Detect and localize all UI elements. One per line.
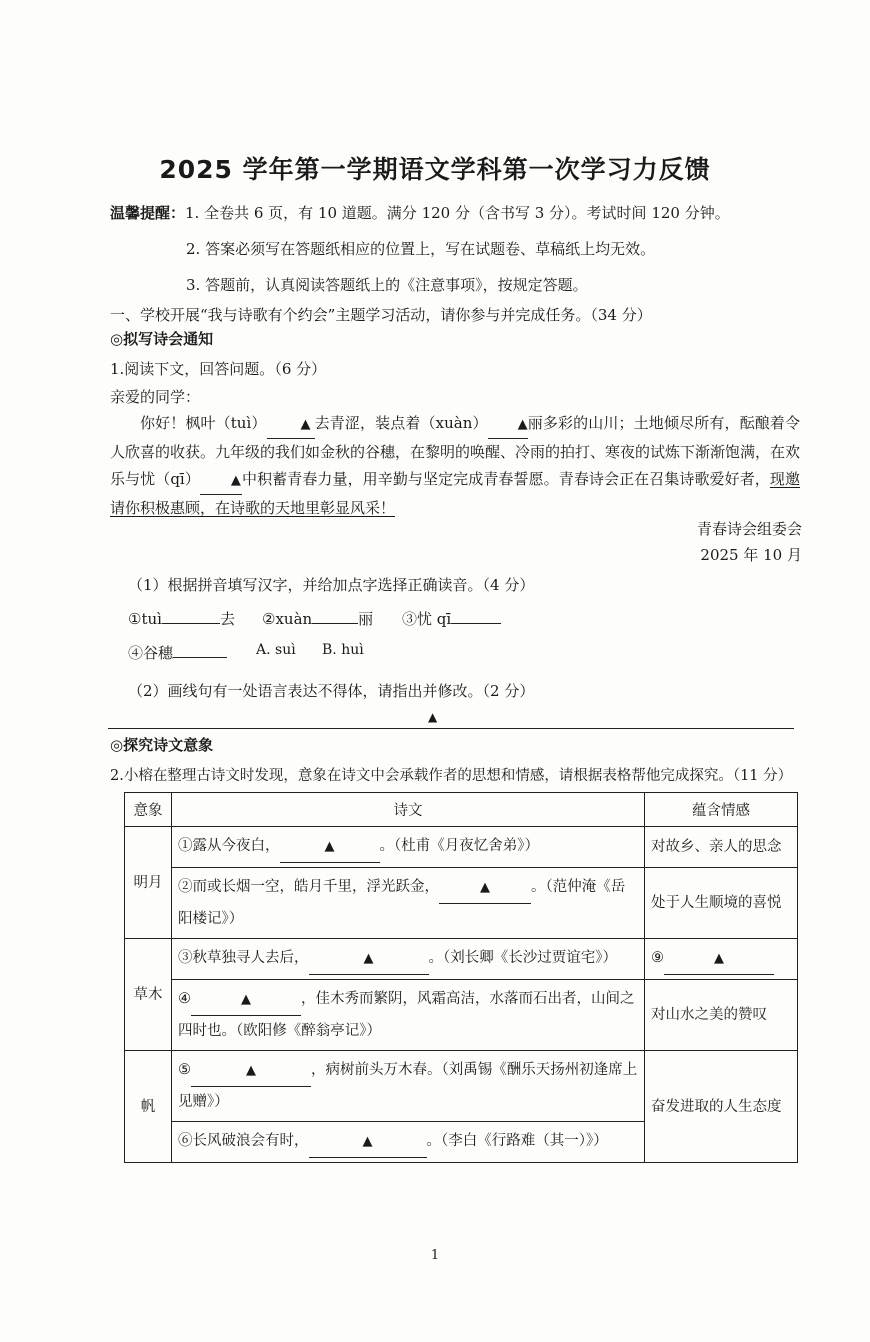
question-1-title: 1.阅读下文，回答问题。（6 分） <box>110 360 327 378</box>
emotion-cell: 对山水之美的赞叹 <box>645 980 798 1051</box>
table-header-row <box>125 793 798 827</box>
poem-cell: ②而或长烟一空，皓月千里，浮光跃金， ▲ 。（范仲淹《岳阳楼记》） <box>172 868 645 939</box>
blank-xuan: ▲ <box>488 410 528 439</box>
table-row <box>125 1051 798 1122</box>
header-emotion: 蕴含情感 <box>645 793 798 827</box>
image-sail: 帆 <box>125 1051 172 1163</box>
page-number: 1 <box>430 1248 440 1263</box>
poem-cell: ⑥长风破浪会有时， ▲ 。（李白《行路难（其一）》） <box>172 1122 645 1163</box>
option-3: ③忧 qī <box>402 608 501 629</box>
option-1: ①tuì 去 <box>128 610 235 628</box>
question-1-2: （2）画线句有一处语言表达不得体，请指出并修改。（2 分） <box>128 682 535 700</box>
blank-qi: ▲ <box>200 466 242 495</box>
question-2-title: 2.小榕在整理古诗文时发现，意象在诗文中会承载作者的思想和情感，请根据表格帮他完成探究。（11 分） <box>110 768 793 784</box>
exam-title: 2025 学年第一学期语文学科第一次学习力反馈 <box>159 155 711 184</box>
letter-greeting: 亲爱的同学： <box>110 388 201 406</box>
table-row <box>125 980 798 1051</box>
emotion-cell: ⑨ ▲ <box>645 939 798 980</box>
pron-a: A. suì <box>256 642 296 658</box>
emotion-cell: 奋发进取的人生态度 <box>645 1051 798 1163</box>
answer-mark: ▲ <box>428 710 438 724</box>
emotion-cell: 对故乡、亲人的思念 <box>645 827 798 868</box>
note-2: 2. 答案必须写在答题纸相应的位置上，写在试题卷、草稿纸上均无效。 <box>186 240 656 258</box>
poem-cell: ④ ▲ ，佳木秀而繁阴，风霜高洁，水落而石出者，山间之四时也。（欧阳修《醉翁亭记》） <box>172 980 645 1051</box>
note-label: 温馨提醒： <box>110 204 186 222</box>
option-4: ④谷穗 <box>128 642 227 663</box>
task-1-title: ◎拟写诗会通知 <box>110 330 214 348</box>
poem-cell: ③秋草独寻人去后， ▲ 。（刘长卿《长沙过贾谊宅》） <box>172 939 645 980</box>
header-image: 意象 <box>125 793 172 827</box>
task-2-title: ◎探究诗文意象 <box>110 736 214 754</box>
option-2: ②xuàn 丽 <box>262 610 374 628</box>
imagery-table <box>124 792 798 1163</box>
image-moon: 明月 <box>125 827 172 939</box>
question-1-1: （1）根据拼音填写汉字，并给加点字选择正确读音。（4 分） <box>128 576 535 594</box>
poem-cell: ⑤ ▲ ，病树前头万木春。（刘禹锡《酬乐天扬州初逢席上见赠》） <box>172 1051 645 1122</box>
section-1-heading: 一、学校开展“我与诗歌有个约会”主题学习活动，请你参与并完成任务。（34 分） <box>110 306 652 324</box>
underlined-sentence: 现邀请你积极惠顾，在诗歌的天地里彰显风采！ <box>110 470 800 517</box>
table-row <box>125 827 798 868</box>
image-plants: 草木 <box>125 939 172 1051</box>
table-row <box>125 868 798 939</box>
notice-date: 2025 年 10 月 <box>700 546 802 564</box>
answer-line <box>108 728 794 729</box>
table-row <box>125 939 798 980</box>
pron-b: B. huì <box>322 642 364 658</box>
emotion-cell: 处于人生顺境的喜悦 <box>645 868 798 939</box>
note-3: 3. 答题前，认真阅读答题纸上的《注意事项》，按规定答题。 <box>186 276 588 294</box>
header-poem: 诗文 <box>172 793 645 827</box>
blank-tui: ▲ <box>267 410 315 439</box>
poem-cell: ①露从今夜白， ▲ 。（杜甫《月夜忆舍弟》） <box>172 827 645 868</box>
notice-signer: 青春诗会组委会 <box>696 520 802 538</box>
notice-paragraph: 你好！枫叶（tuì） ▲ 去青涩，装点着（xuàn） ▲丽多彩的山川；土地倾尽所有，酝酿着令人欣喜的收获。九年级的我们如金秋的谷穗，在黎明的唤醒、冷雨的拍打、寒夜的试炼下渐渐饱满，在欢乐与忧（qī） ▲中积蓄青春力量，用辛勤与坚定完成青春誓愿。青春诗会正在召集诗歌爱好者，现邀请你积极惠顾，在诗歌的天地里彰显风采！ <box>110 410 800 522</box>
note-1: 温馨提醒：1. 全卷共 6 页，有 10 道题。满分 120 分（含书写 3 分）。考试时间 120 分钟。 <box>110 204 730 222</box>
